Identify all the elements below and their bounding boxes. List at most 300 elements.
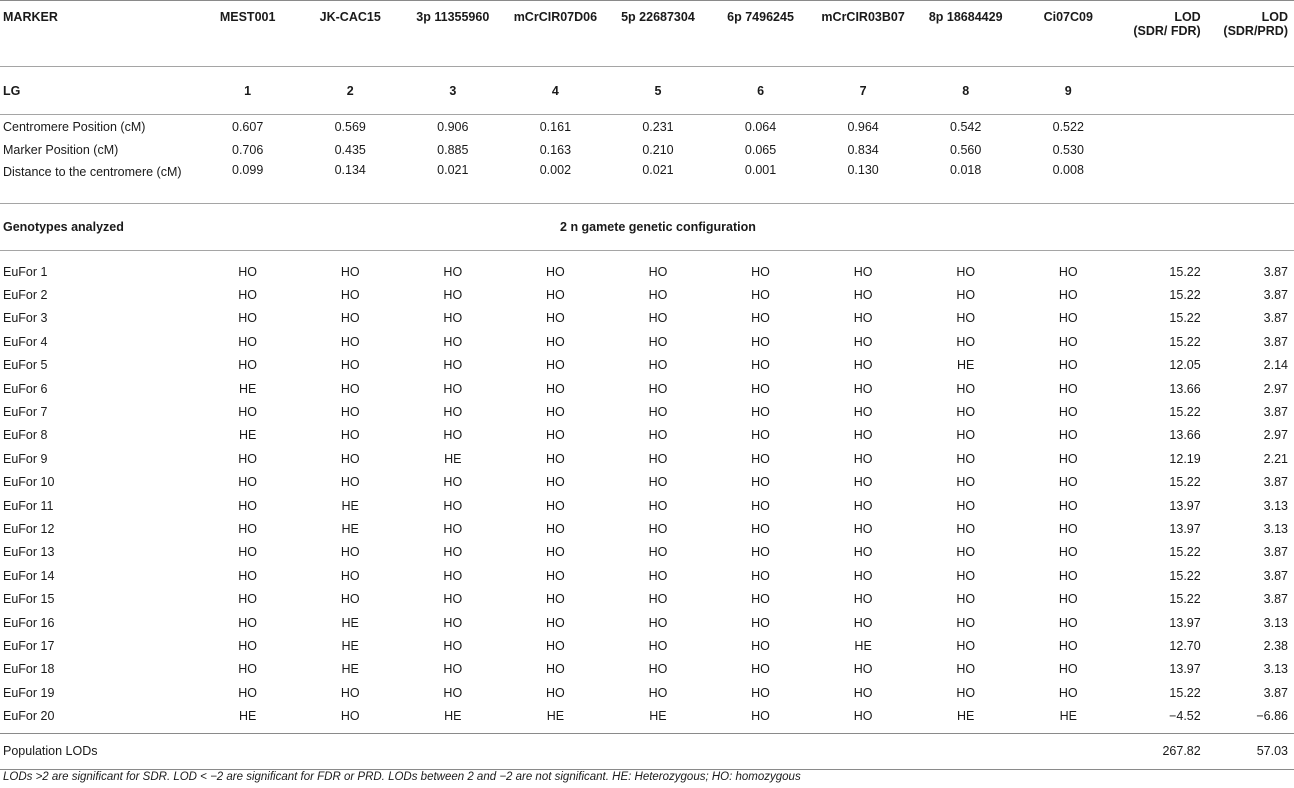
- distance-value: 0.008: [1052, 163, 1084, 177]
- genotype-row: [0, 517, 1294, 540]
- genotype-call: HO: [546, 428, 565, 443]
- lod-sdr-fdr-value: 13.97: [1169, 662, 1201, 677]
- distance-value: 0.001: [744, 163, 777, 177]
- lod-sdr-fdr-value: 13.66: [1169, 381, 1201, 396]
- genotype-call: HO: [546, 475, 565, 490]
- genotype-name: EuFor 15: [3, 592, 55, 607]
- genotype-call: HO: [340, 545, 360, 560]
- genotype-name: EuFor 16: [3, 615, 55, 630]
- marker-header: mCrCIR07D06: [504, 1, 607, 67]
- population-lod-sdr-fdr: 267.82: [1120, 733, 1207, 769]
- genotype-name: EuFor 3: [3, 311, 48, 326]
- centromere-value: 0.542: [914, 115, 1017, 139]
- marker-position-row: [0, 138, 1294, 161]
- genotype-call: HO: [853, 264, 873, 279]
- lod-sdr-fdr-value: 13.66: [1169, 428, 1201, 443]
- genotype-call: HO: [751, 264, 770, 279]
- marker-position-label: Marker Position (cM): [3, 142, 119, 157]
- genotype-call: HO: [751, 405, 770, 420]
- genotype-call: HO: [443, 311, 463, 326]
- genotype-call: HO: [340, 358, 360, 373]
- genotype-call: HO: [956, 568, 976, 583]
- genotype-call: HO: [853, 451, 873, 466]
- genotype-call: HO: [1058, 568, 1078, 583]
- genotype-call: HO: [546, 615, 565, 630]
- genotype-call: HO: [853, 498, 873, 513]
- genotype-call: HO: [340, 405, 360, 420]
- genotype-call: HE: [649, 709, 667, 724]
- lg-value: 9: [1017, 67, 1120, 115]
- genotype-call: HO: [956, 451, 976, 466]
- genotype-call: HO: [238, 685, 258, 700]
- genotype-call: HO: [546, 451, 565, 466]
- genotype-call: HO: [1058, 428, 1078, 443]
- genotype-call: HO: [1058, 615, 1078, 630]
- distance-value: 0.021: [437, 163, 469, 177]
- genotype-call: HO: [238, 451, 258, 466]
- genotype-call: HO: [1058, 358, 1078, 373]
- marker-position-value: 0.163: [539, 142, 572, 157]
- genotype-call: HO: [443, 288, 463, 303]
- genotype-call: HO: [648, 428, 668, 443]
- genotype-call: HO: [238, 638, 258, 653]
- genotype-call: HO: [956, 334, 976, 349]
- genotype-call: HO: [751, 662, 770, 677]
- genotype-call: HO: [546, 381, 565, 396]
- genotype-call: HO: [443, 638, 463, 653]
- marker-header: 3p 11355960: [402, 1, 505, 67]
- genotype-call: HO: [443, 381, 463, 396]
- lod-sdr-fdr-value: 15.22: [1169, 475, 1201, 490]
- genotype-call: HO: [443, 592, 463, 607]
- lod-sdr-fdr-value: 13.97: [1169, 615, 1201, 630]
- genotype-call: HO: [443, 428, 463, 443]
- genotype-call: HO: [238, 358, 258, 373]
- genotype-call: HO: [443, 615, 463, 630]
- genotype-call: HO: [751, 475, 770, 490]
- genotype-call: HO: [1058, 451, 1078, 466]
- marker-header: MEST001: [196, 1, 299, 67]
- genotype-call: HO: [238, 592, 258, 607]
- lod-sdr-prd-value: 3.87: [1263, 545, 1288, 560]
- lod-sdr-prd-value: 2.38: [1263, 638, 1288, 653]
- genotype-call: HO: [648, 358, 668, 373]
- lod-sdr-prd-value: 2.97: [1263, 428, 1288, 443]
- lod-sdr-prd-value: 2.97: [1263, 381, 1288, 396]
- genotype-call: HE: [341, 498, 359, 513]
- genotype-call: HO: [443, 521, 463, 536]
- lod-sdr-fdr-value: 12.70: [1169, 638, 1201, 653]
- genotype-call: HO: [546, 311, 565, 326]
- genotype-call: HE: [238, 428, 257, 443]
- genotype-call: HO: [956, 685, 976, 700]
- genotype-call: HE: [1059, 709, 1077, 724]
- lod-sdr-prd-header: [1207, 1, 1294, 67]
- genotype-call: HO: [546, 685, 565, 700]
- genotype-call: HO: [648, 334, 668, 349]
- lg-value: 4: [504, 67, 607, 115]
- genotype-call: HE: [341, 615, 359, 630]
- marker-header: 5p 22687304: [607, 1, 710, 67]
- genotype-call: HO: [751, 568, 770, 583]
- genotype-call: HO: [1058, 264, 1078, 279]
- population-lods-label: Population LODs: [0, 733, 196, 769]
- genotype-call: HO: [956, 615, 976, 630]
- genotype-call: HO: [853, 381, 873, 396]
- genotype-call: HO: [853, 521, 873, 536]
- genotype-call: HO: [751, 709, 770, 724]
- genotype-row: [0, 307, 1294, 330]
- genotype-call: HO: [751, 521, 770, 536]
- lod-header-line: LOD: [1174, 10, 1201, 24]
- genotype-row: [0, 354, 1294, 377]
- genotype-call: HO: [238, 288, 258, 303]
- lod-sdr-fdr-value: 15.22: [1169, 264, 1201, 279]
- genotype-call: HO: [648, 685, 668, 700]
- marker-position-value: 0.834: [847, 142, 879, 157]
- linkage-group-row: [0, 67, 1294, 115]
- genotype-call: HO: [238, 615, 258, 630]
- distance-value: 0.134: [334, 163, 366, 177]
- genotype-call: HO: [648, 381, 668, 396]
- genotype-call: HO: [648, 592, 668, 607]
- marker-position-value: 0.530: [1052, 142, 1084, 157]
- lod-sdr-prd-value: 3.87: [1263, 264, 1288, 279]
- marker-position-value: 0.065: [744, 142, 777, 157]
- centromere-value: 0.231: [607, 115, 710, 139]
- genotype-call: HO: [340, 428, 360, 443]
- lod-sdr-prd-value: 3.87: [1263, 592, 1288, 607]
- genotype-call: HO: [1058, 545, 1078, 560]
- centromere-position-row: [0, 115, 1294, 139]
- centromere-value: 0.522: [1017, 115, 1120, 139]
- marker-header: 8p 18684429: [914, 1, 1017, 67]
- genotype-call: HO: [751, 358, 770, 373]
- genotype-name: EuFor 4: [3, 334, 48, 349]
- genotype-call: HO: [443, 568, 463, 583]
- genotype-call: HO: [956, 428, 976, 443]
- centromere-value: 0.161: [504, 115, 607, 139]
- distance-value: 0.018: [950, 163, 982, 177]
- genotype-call: HE: [444, 451, 462, 466]
- genotype-call: HO: [340, 381, 360, 396]
- lod-sdr-prd-value: 3.13: [1263, 662, 1288, 677]
- lod-sdr-prd-value: 2.14: [1263, 358, 1288, 373]
- marker-position-value: 0.435: [334, 142, 366, 157]
- genotype-call: HO: [751, 592, 770, 607]
- genotype-call: HO: [1058, 381, 1078, 396]
- genotype-call: HO: [546, 521, 565, 536]
- genotype-call: HO: [853, 311, 873, 326]
- lod-sdr-prd-value: 3.13: [1263, 615, 1288, 630]
- genotype-call: HO: [546, 662, 565, 677]
- genotype-call: HO: [443, 662, 463, 677]
- genotype-call: HE: [957, 358, 975, 373]
- distance-label: Distance to the centromere (cM): [3, 165, 182, 179]
- genotype-call: HO: [546, 568, 565, 583]
- genotype-name: EuFor 6: [3, 381, 48, 396]
- genotype-call: HO: [853, 568, 873, 583]
- lod-sdr-fdr-value: 12.05: [1169, 358, 1201, 373]
- genotype-row: [0, 658, 1294, 681]
- genotype-call: HE: [341, 662, 359, 677]
- genotype-call: HO: [956, 311, 976, 326]
- genotype-call: HO: [751, 685, 770, 700]
- genotype-call: HO: [238, 475, 258, 490]
- lod-sdr-fdr-header: [1120, 1, 1207, 67]
- lg-value: 3: [402, 67, 505, 115]
- lod-sdr-fdr-value: 15.22: [1169, 405, 1201, 420]
- centromere-value: 0.906: [402, 115, 505, 139]
- lg-value: 1: [196, 67, 299, 115]
- genotype-call: HO: [751, 498, 770, 513]
- marker-position-value: 0.560: [950, 142, 982, 157]
- lg-value: 8: [914, 67, 1017, 115]
- genotype-call: HO: [853, 288, 873, 303]
- genotype-call: HO: [956, 545, 976, 560]
- genotype-call: HO: [751, 615, 770, 630]
- genotype-call: HO: [340, 685, 360, 700]
- genotype-call: HO: [1058, 475, 1078, 490]
- lod-sdr-fdr-value: 15.22: [1169, 334, 1201, 349]
- marker-header: mCrCIR03B07: [812, 1, 915, 67]
- genotype-name: EuFor 7: [3, 405, 48, 420]
- genotype-name: EuFor 8: [3, 428, 48, 443]
- genotype-name: EuFor 10: [3, 475, 55, 490]
- genotype-call: HO: [238, 662, 258, 677]
- genotype-call: HO: [853, 662, 873, 677]
- genotype-call: HO: [1058, 288, 1078, 303]
- genotype-row: [0, 424, 1294, 447]
- gamete-configuration-label: 2 n gamete genetic configuration: [196, 204, 1119, 251]
- genotype-call: HO: [853, 334, 873, 349]
- genotype-call: HO: [648, 264, 668, 279]
- genotype-call: HO: [443, 545, 463, 560]
- genotype-call: HO: [648, 545, 668, 560]
- lod-sdr-prd-value: 3.13: [1263, 498, 1288, 513]
- lod-header-line: LOD: [1261, 10, 1288, 24]
- genotype-call: HO: [648, 475, 668, 490]
- genotype-call: HO: [956, 475, 976, 490]
- genotype-row: [0, 283, 1294, 306]
- genotype-row: [0, 587, 1294, 610]
- lod-sdr-prd-value: 3.87: [1263, 568, 1288, 583]
- genotype-call: HO: [751, 638, 770, 653]
- lod-sdr-prd-value: −6.86: [1256, 709, 1288, 724]
- lg-value: 2: [299, 67, 402, 115]
- genotype-call: HE: [854, 638, 872, 653]
- genotype-call: HO: [1058, 405, 1078, 420]
- genotype-call: HO: [238, 568, 258, 583]
- lod-sdr-fdr-value: 13.97: [1169, 521, 1201, 536]
- genotype-call: HO: [546, 358, 565, 373]
- genotype-call: HO: [443, 358, 463, 373]
- centromere-value: 0.607: [196, 115, 299, 139]
- lg-label: LG: [0, 67, 196, 115]
- genotype-call: HO: [751, 451, 770, 466]
- genotype-row: [0, 681, 1294, 704]
- genotype-call: HO: [956, 498, 976, 513]
- lod-sdr-prd-value: 3.87: [1263, 685, 1288, 700]
- genotype-call: HO: [648, 288, 668, 303]
- lod-sdr-fdr-value: 15.22: [1169, 288, 1201, 303]
- genotype-call: HO: [340, 288, 360, 303]
- genotype-row: [0, 704, 1294, 727]
- genotypes-analyzed-label: Genotypes analyzed: [0, 204, 196, 251]
- genotype-call: HO: [546, 405, 565, 420]
- genotype-name: EuFor 5: [3, 358, 48, 373]
- genotype-call: HO: [648, 311, 668, 326]
- lod-sdr-prd-value: 3.87: [1263, 311, 1288, 326]
- genotype-call: HO: [238, 334, 258, 349]
- genotype-call: HO: [1058, 662, 1078, 677]
- genotype-call: HO: [853, 592, 873, 607]
- distance-value: 0.002: [539, 163, 572, 177]
- genotype-call: HO: [853, 709, 873, 724]
- genotype-call: HO: [648, 568, 668, 583]
- genotype-row: [0, 634, 1294, 657]
- genotype-call: HO: [238, 498, 258, 513]
- genotype-call: HO: [443, 334, 463, 349]
- lg-value: 7: [812, 67, 915, 115]
- table-footnote: LODs >2 are significant for SDR. LOD < −2 are significant for FDR or PRD. LODs between 2 and −2 are not significant. HE: Heterozygous; HO: homozygous: [3, 771, 801, 783]
- lod-sdr-fdr-value: −4.52: [1169, 709, 1201, 724]
- marker-header: Ci07C09: [1017, 1, 1120, 67]
- genotype-row: [0, 447, 1294, 470]
- genotype-call: HO: [443, 685, 463, 700]
- genotype-name: EuFor 1: [3, 264, 48, 279]
- genotype-call: HO: [853, 428, 873, 443]
- genotype-row: [0, 260, 1294, 283]
- genotype-call: HO: [1058, 685, 1078, 700]
- genotype-call: HO: [853, 615, 873, 630]
- genotype-name: EuFor 19: [3, 685, 55, 700]
- genotype-name: EuFor 12: [3, 521, 55, 536]
- genotype-call: HO: [648, 521, 668, 536]
- lod-sdr-fdr-value: 15.22: [1169, 685, 1201, 700]
- genotype-call: HO: [853, 545, 873, 560]
- genotype-call: HO: [853, 358, 873, 373]
- genotype-call: HO: [853, 475, 873, 490]
- genotype-call: HE: [238, 381, 257, 396]
- genotype-call: HO: [956, 662, 976, 677]
- marker-header-label: MARKER: [0, 1, 196, 67]
- genotype-call: HO: [546, 498, 565, 513]
- lod-sdr-fdr-value: 15.22: [1169, 592, 1201, 607]
- genotype-row: [0, 377, 1294, 400]
- genotype-call: HE: [444, 709, 462, 724]
- genotype-call: HO: [751, 428, 770, 443]
- genotype-call: HO: [648, 405, 668, 420]
- genotype-call: HO: [238, 264, 258, 279]
- genotype-call: HO: [751, 288, 770, 303]
- genotype-call: HO: [648, 451, 668, 466]
- genotype-row: [0, 494, 1294, 517]
- centromere-value: 0.064: [709, 115, 812, 139]
- genotype-name: EuFor 9: [3, 451, 48, 466]
- genotype-call: HO: [443, 264, 463, 279]
- genotype-call: HE: [341, 638, 359, 653]
- genotype-call: HO: [1058, 498, 1078, 513]
- centromere-label: Centromere Position (cM): [0, 115, 196, 139]
- genotype-call: HO: [956, 381, 976, 396]
- genotype-call: HO: [956, 264, 976, 279]
- genotype-call: HO: [956, 638, 976, 653]
- lod-sdr-prd-value: 3.13: [1263, 521, 1288, 536]
- genotypes-section-row: [0, 204, 1294, 251]
- genotype-call: HO: [1058, 638, 1078, 653]
- genotype-row: [0, 330, 1294, 353]
- header-row: [0, 1, 1294, 67]
- genotype-call: HO: [853, 685, 873, 700]
- genotype-row: [0, 611, 1294, 634]
- population-lod-sdr-prd: 57.03: [1207, 733, 1294, 769]
- genotype-call: HO: [853, 405, 873, 420]
- lod-sdr-prd-value: 3.87: [1263, 288, 1288, 303]
- genotype-call: HO: [648, 638, 668, 653]
- genotype-row: [0, 564, 1294, 587]
- distance-value: 0.099: [232, 163, 264, 177]
- marker-position-value: 0.706: [232, 142, 264, 157]
- marker-header: JK-CAC15: [299, 1, 402, 67]
- genotype-call: HO: [238, 521, 258, 536]
- genotype-call: HO: [648, 615, 668, 630]
- genotype-call: HO: [546, 264, 565, 279]
- genotype-call: HO: [648, 662, 668, 677]
- lod-sdr-prd-value: 2.21: [1263, 451, 1288, 466]
- genotype-call: HO: [648, 498, 668, 513]
- genotype-call: HO: [443, 405, 463, 420]
- genotype-name: EuFor 2: [3, 288, 48, 303]
- genotype-call: HO: [340, 709, 360, 724]
- genotype-call: HE: [957, 709, 975, 724]
- genotype-call: HO: [238, 311, 258, 326]
- genotype-name: EuFor 11: [3, 498, 54, 513]
- genotype-name: EuFor 14: [3, 568, 55, 583]
- genotype-call: HO: [1058, 592, 1078, 607]
- genotype-call: HE: [546, 709, 565, 724]
- genotype-call: HO: [546, 545, 565, 560]
- lod-sdr-fdr-value: 12.19: [1169, 451, 1201, 466]
- genotype-call: HO: [340, 592, 360, 607]
- genotype-call: HO: [238, 545, 258, 560]
- genotype-row: [0, 471, 1294, 494]
- lod-header-subline: (SDR/ FDR): [1133, 24, 1201, 38]
- genotype-call: HO: [751, 334, 770, 349]
- centromere-value: 0.569: [299, 115, 402, 139]
- distance-value: 0.021: [642, 163, 674, 177]
- genotype-call: HO: [956, 405, 976, 420]
- genotype-call: HO: [1058, 334, 1078, 349]
- genotype-name: EuFor 20: [3, 709, 55, 724]
- lod-sdr-prd-value: 3.87: [1263, 334, 1288, 349]
- lod-sdr-fdr-value: 15.22: [1169, 311, 1201, 326]
- distance-value: 0.130: [847, 163, 879, 177]
- genotype-call: HE: [341, 521, 359, 536]
- genotype-call: HO: [546, 638, 565, 653]
- genotype-call: HO: [751, 545, 770, 560]
- lg-value: 5: [607, 67, 710, 115]
- genotype-call: HO: [546, 592, 565, 607]
- genotype-call: HE: [238, 709, 257, 724]
- genotype-call: HO: [751, 311, 770, 326]
- genotype-name: EuFor 17: [3, 638, 55, 653]
- genotype-call: HO: [956, 288, 976, 303]
- genotype-row: [0, 400, 1294, 423]
- genotype-name: EuFor 13: [3, 545, 55, 560]
- lod-header-subline: (SDR/PRD): [1223, 24, 1288, 38]
- genotype-call: HO: [340, 568, 360, 583]
